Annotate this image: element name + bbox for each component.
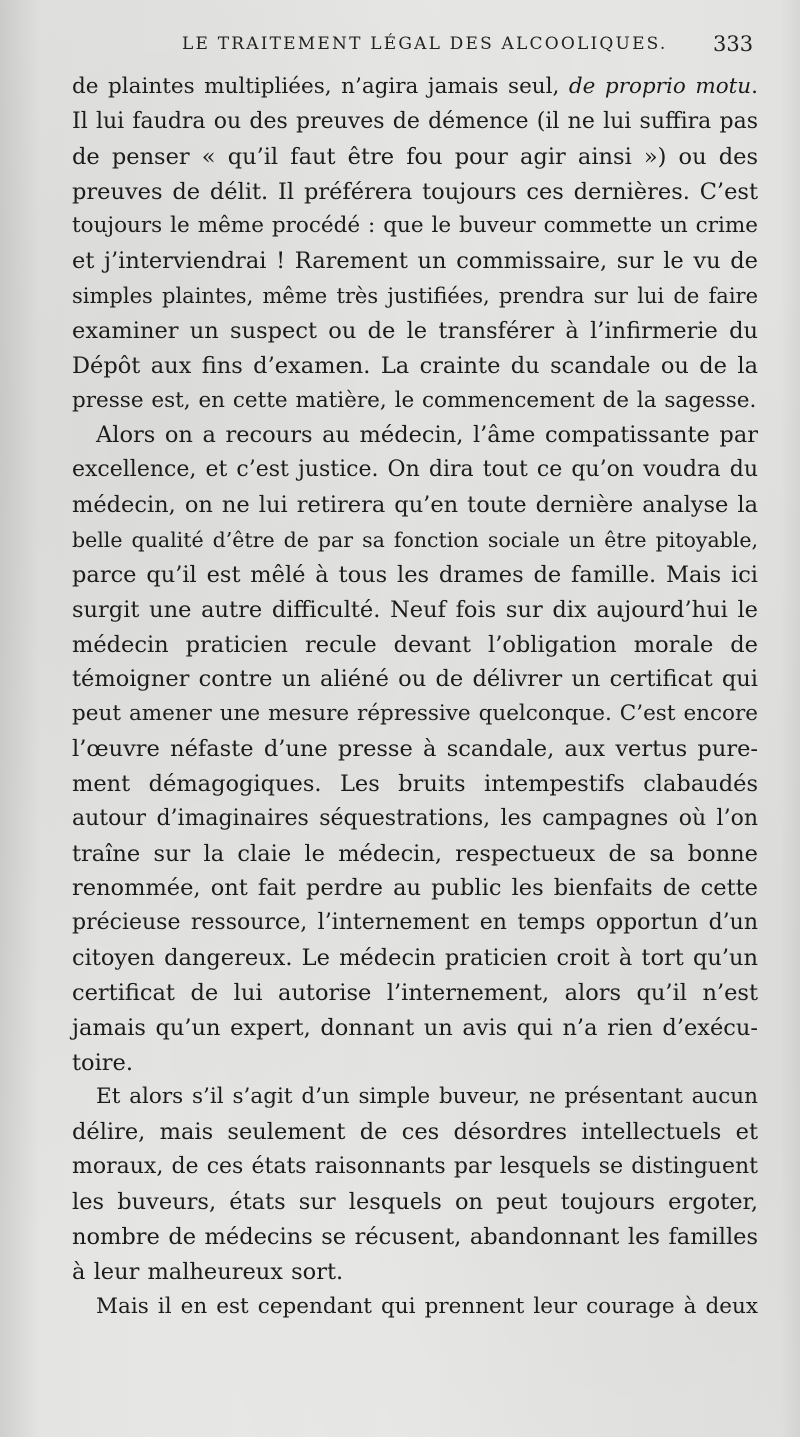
text-line: simples plaintes, même très justifiées, prendra sur lui de faire [72, 284, 758, 309]
text-line: jamais qu’un expert, donnant un avis qui n’a rien d’exécu- [72, 1014, 758, 1041]
running-title: LE TRAITEMENT LÉGAL DES ALCOOLIQUES. [182, 34, 668, 54]
text-line: Alors on a recours au médecin, l’âme compatissante par [96, 422, 758, 449]
text-line: Il lui faudra ou des preuves de démence (il ne lui suffira pas [72, 108, 758, 134]
text-line: certificat de lui autorise l’internement, alors qu’il n’est [72, 979, 758, 1006]
text-line: toujours le même procédé : que le buveur commette un crime [72, 213, 758, 239]
body-text [72, 70, 758, 1324]
text-line: Et alors s’il s’agit d’un simple buveur, ne présentant aucun [96, 1084, 758, 1110]
text-line: belle qualité d’être de par sa fonction sociale un être pitoyable, [72, 527, 758, 552]
text-line: médecin, on ne lui retirera qu’en toute dernière analyse la [72, 492, 758, 519]
text-line: peut amener une mesure répressive quelconque. C’est encore [72, 701, 758, 727]
text-line: citoyen dangereux. Le médecin praticien croit à tort qu’un [72, 945, 758, 972]
text-line: de plaintes multipliées, n’agira jamais seul, de proprio motu. [72, 74, 758, 99]
text-line: moraux, de ces états raisonnants par lesquels se distinguent [72, 1154, 758, 1180]
text-line: témoigner contre un aliéné ou de délivrer un certificat qui [72, 666, 758, 693]
text-line: renommée, ont fait perdre au public les bienfaits de cette [72, 875, 758, 902]
text-line: Dépôt aux fins d’examen. La crainte du scandale ou de la [72, 352, 758, 379]
text-line: preuves de délit. Il préférera toujours ces dernières. C’est [72, 178, 758, 205]
text-line: presse est, en cette matière, le commencement de la sagesse. [72, 387, 757, 413]
text-line: nombre de médecins se récusent, abandonnant les familles [72, 1223, 758, 1250]
text-line: toire. [72, 1049, 134, 1076]
text-line: et j’interviendrai ! Rarement un commissaire, sur le vu de [72, 248, 758, 275]
page-header [0, 34, 800, 64]
text-line: délire, mais seulement de ces désordres intellectuels et [72, 1119, 758, 1146]
text-line: excellence, et c’est justice. On dira tout ce qu’on voudra du [72, 457, 758, 483]
text-line: à leur malheureux sort. [72, 1258, 344, 1285]
text-line: Mais il en est cependant qui prennent leur courage à deux [96, 1293, 758, 1319]
text-line: examiner un suspect ou de le transférer à l’infirmerie du [72, 317, 758, 344]
text-line: les buveurs, états sur lesquels on peut toujours ergoter, [72, 1189, 758, 1215]
text-line: autour d’imaginaires séquestrations, les campagnes où l’on [72, 805, 758, 831]
text-line: l’œuvre néfaste d’une presse à scandale, aux vertus pure- [72, 736, 758, 763]
text-line: traîne sur la claie le médecin, respectueux de sa bonne [72, 840, 758, 867]
text-line: de penser « qu’il faut être fou pour agir ainsi ») ou des [72, 143, 758, 170]
text-line: surgit une autre difficulté. Neuf fois sur dix aujourd’hui le [72, 596, 758, 623]
text-line: ment démagogiques. Les bruits intempestifs clabaudés [72, 770, 758, 797]
text-line: précieuse ressource, l’internement en temps opportun d’un [72, 910, 758, 936]
text-line: parce qu’il est mêlé à tous les drames de famille. Mais ici [72, 561, 758, 588]
page-number: 333 [713, 32, 754, 56]
text-line: médecin praticien recule devant l’obligation morale de [72, 631, 758, 658]
